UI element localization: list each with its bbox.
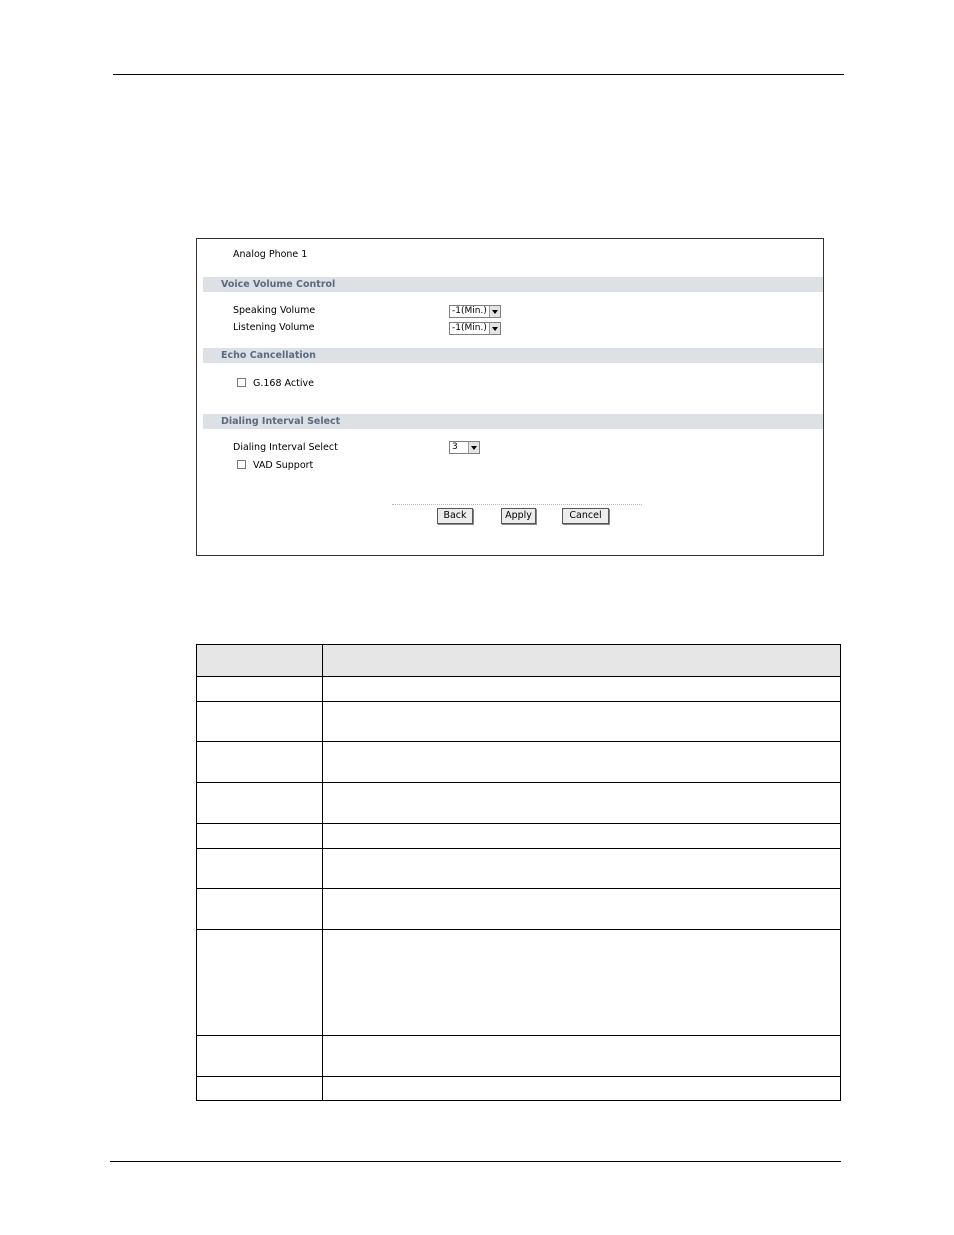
table-row (197, 1035, 840, 1076)
section-voice-volume (203, 277, 823, 292)
dialing-interval-label: Dialing Interval Select (233, 442, 338, 453)
column-divider (322, 645, 323, 1100)
table-row (197, 676, 840, 701)
analog-phone-config-panel (196, 238, 824, 556)
field-description-table (196, 644, 841, 1101)
section-label: Echo Cancellation (221, 350, 316, 361)
section-echo-cancellation (203, 348, 823, 363)
cancel-button[interactable]: Cancel (562, 508, 609, 524)
apply-button[interactable]: Apply (501, 508, 536, 524)
speaking-volume-select[interactable] (449, 305, 501, 318)
table-row (197, 888, 840, 929)
table-row (197, 1076, 840, 1100)
dialing-interval-select[interactable] (449, 441, 480, 454)
button-divider (392, 504, 642, 505)
select-value: -1(Min.) (452, 323, 487, 333)
g168-active-label: G.168 Active (253, 378, 314, 389)
table-row (197, 929, 840, 1035)
select-value: 3 (452, 442, 458, 452)
speaking-volume-label: Speaking Volume (233, 305, 316, 316)
table-row (197, 782, 840, 823)
table-row (197, 701, 840, 741)
chevron-down-icon[interactable] (489, 306, 500, 317)
header-rule (113, 74, 844, 75)
table-header (197, 645, 840, 676)
listening-volume-select[interactable] (449, 322, 501, 335)
vad-support-checkbox[interactable] (237, 460, 246, 469)
panel-title: Analog Phone 1 (233, 249, 308, 260)
table-row (197, 823, 840, 848)
back-button[interactable]: Back (437, 508, 473, 524)
vad-support-label: VAD Support (253, 460, 314, 471)
section-dialing-interval (203, 414, 823, 429)
footer-rule (110, 1161, 841, 1162)
listening-volume-label: Listening Volume (233, 322, 315, 333)
select-value: -1(Min.) (452, 306, 487, 316)
chevron-down-icon[interactable] (468, 442, 479, 453)
g168-active-checkbox[interactable] (237, 378, 246, 387)
table-row (197, 848, 840, 888)
section-label: Dialing Interval Select (221, 416, 341, 427)
table-row (197, 741, 840, 782)
section-label: Voice Volume Control (221, 279, 336, 290)
chevron-down-icon[interactable] (489, 323, 500, 334)
